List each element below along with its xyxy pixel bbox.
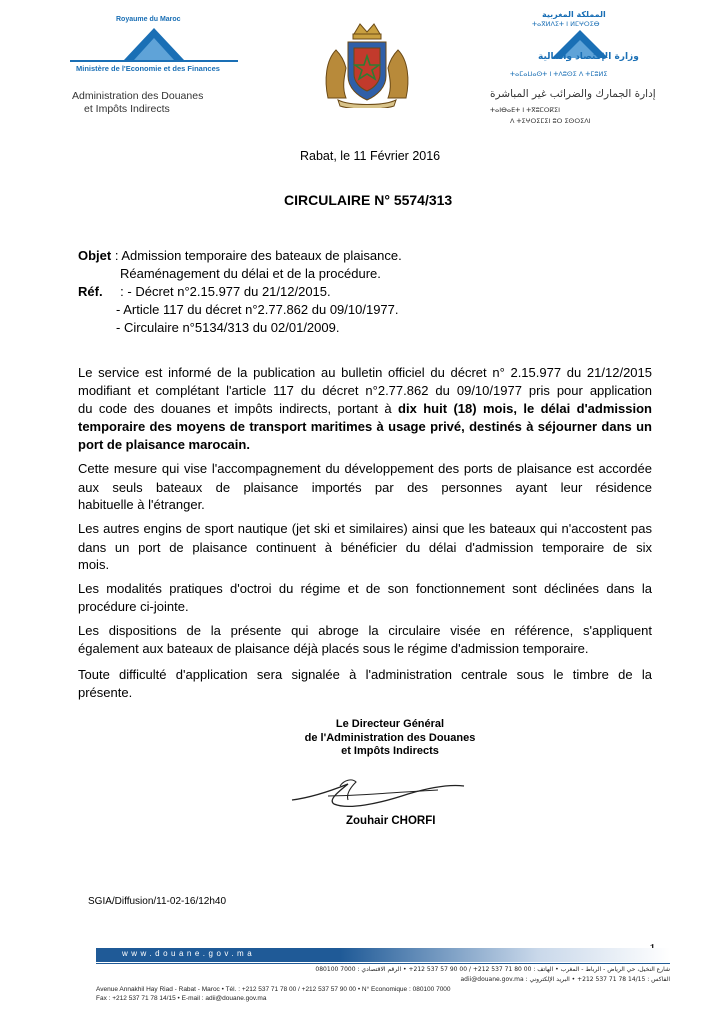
p1-line3 (78, 400, 652, 419)
p2-last: habituelle à l'étranger. (78, 497, 205, 512)
signature-title (290, 718, 490, 759)
kingdom-label-ar: المملكة المغربية (542, 10, 606, 19)
footer-address-fr-2: Fax : +212 537 71 78 14/15 • E-mail : adii@douane.gov.ma (96, 995, 267, 1002)
ref-line (78, 284, 331, 299)
p1-line5: port de plaisance marocain. (78, 437, 250, 452)
p3: Les autres engins de sport nautique (jet ski et similaires) ainsi que les bateaux qui n'accostent pas dans un port de plaisance continuent à bénéficier du délai d'admission temporaire de six (78, 521, 652, 555)
kingdom-label-tifinagh: ⵜⴰⴳⵍⴷⵉⵜ ⵏ ⵍⵎⵖⵔⵉⴱ (532, 20, 600, 28)
footer-website: www.douane.gov.ma (122, 949, 256, 958)
p4-last: procédure ci-jointe. (78, 599, 189, 614)
coat-of-arms-icon (320, 20, 414, 108)
administration-tifinagh-1: ⵜⴰⵏⴱⴰⴹⵜ ⵏ ⵜⴳⵓⵎⵔⴽⵉⵏ (490, 106, 561, 114)
kingdom-label-fr: Royaume du Maroc (116, 16, 181, 23)
ministry-label-fr: Ministère de l'Economie et des Finances (76, 64, 220, 73)
signer-name: Zouhair CHORFI (346, 815, 436, 827)
ref-label: Réf. (78, 284, 103, 299)
ministry-label-ar: وزارة الإقتصاد والمالية (538, 52, 639, 62)
p1-line2: modifiant et complétant l'article 117 du décret n°2.77.862 du 09/10/1977 pris pour application (78, 383, 652, 398)
ministry-logo-fr (66, 14, 242, 114)
footer-website-bar (96, 948, 340, 962)
p1-line3-normal: du code des douanes et impôts indirects, portant à (78, 401, 399, 416)
signature-line1: Le Directeur Général (335, 718, 445, 730)
ref-3: - Circulaire n°5134/313 du 02/01/2009. (116, 320, 340, 335)
p1-line3-bold: dix huit (18) mois, le délai d'admission (398, 401, 652, 416)
administration-label-ar: إدارة الجمارك والضرائب غير المباشرة (490, 88, 656, 100)
p5: Les dispositions de la présente qui abroge la circulaire visée en référence, s'appliquent (78, 623, 652, 638)
signature-line3: et Impôts Indirects (341, 745, 439, 757)
p2: Cette mesure qui vise l'accompagnement du développement des ports de plaisance est accordée aux seuls bateaux de plaisance importés par des personnes ayant leur résidence (78, 461, 652, 495)
footer-address-ar-2: الفاكس : 14/15 78 71 537 212+ • البريد الإلكتروني : adii@douane.gov.ma (460, 976, 670, 983)
signature-line2: de l'Administration des Douanes (304, 731, 476, 744)
p5-last: également aux bateaux de plaisance déjà placés sous le régime d'admission temporaire. (78, 641, 589, 656)
footer-divider (96, 963, 670, 964)
circular-title: CIRCULAIRE N° 5574/313 (284, 192, 453, 208)
handwritten-signature-icon (288, 774, 468, 814)
p1-line4: temporaire des moyens de transport maritimes à usage privé, destinés à séjourner dans un (78, 419, 652, 434)
p6-last: présente. (78, 685, 133, 700)
objet-text-2: Réaménagement du délai et de la procédure. (120, 266, 381, 281)
ref-1: : - Décret n°2.15.977 du 21/12/2015. (116, 284, 331, 299)
p4: Les modalités pratiques d'octroi du régime et de son fonctionnement sont déclinées dans la (78, 581, 652, 596)
diffusion-reference: SGIA/Diffusion/11-02-16/12h40 (88, 896, 227, 907)
footer-bar-fade (340, 948, 670, 962)
objet-label: Objet (78, 248, 112, 263)
administration-line2: et Impôts Indirects (84, 103, 170, 115)
footer-address-ar-1: شارع النخيل، حي الرياض - الرباط - المغرب • الهاتف : 00 80 71 537 212+ / 00 90 57 537 212+ • الرقم الاقتصادي : 7000 080100 (315, 966, 670, 973)
ref-2: - Article 117 du décret n°2.77.862 du 09/10/1977. (116, 302, 399, 317)
p6: Toute difficulté d'application sera signalée à l'administration centrale sous le timbre de la (78, 667, 652, 682)
administration-tifinagh-2: ⴷ ⵜⵉⵖⵔⵉⵎⵉⵏ ⵓⵔ ⵉⵙⵔⵉⴷⵏ (510, 117, 591, 125)
p3-last: mois. (78, 557, 110, 572)
footer-address-fr-1: Avenue Annakhil Hay Riad - Rabat - Maroc • Tél. : +212 537 71 78 00 / +212 537 57 90 00 • N° Economique : 080100 7000 (96, 986, 451, 993)
objet-text: : Admission temporaire des bateaux de plaisance. (111, 248, 402, 263)
letter-date: Rabat, le 11 Février 2016 (300, 149, 441, 163)
p1-line1: Le service est informé de la publication au bulletin officiel du décret n° 2.15.977 du 21/12/2015 (78, 365, 652, 380)
ministry-logo-ar (480, 10, 670, 128)
objet-line (78, 248, 402, 263)
ministry-label-tifinagh: ⵜⴰⵎⴰⵡⴰⵙⵜ ⵏ ⵜⴷⵓⵙⵉ ⴷ ⵜⵎⵓⵍⵉ (510, 70, 608, 78)
administration-line1: Administration des Douanes (72, 90, 204, 102)
